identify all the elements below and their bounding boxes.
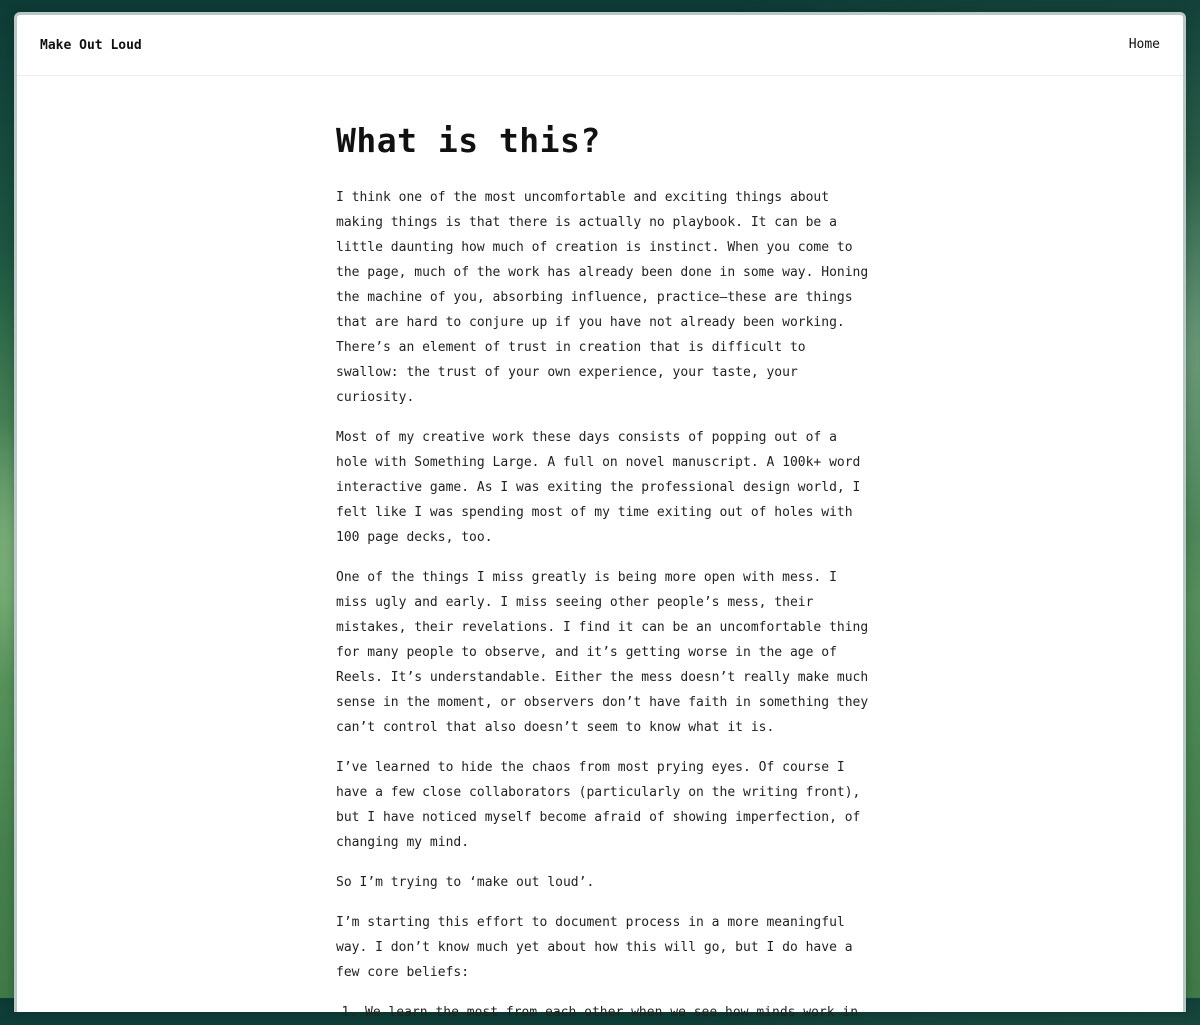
nav-home-link[interactable]: Home [1128,37,1160,52]
paragraph: I’ve learned to hide the chaos from most prying eyes. Of course I have a few close collaborators (particularly on the writing front), but I have noticed myself become afraid of showing imperfection, of changing my mind. [336,760,861,850]
beliefs-list [336,1000,876,1025]
paragraph: I think one of the most uncomfortable and exciting things about making things is that there is actually no playbook. It can be a little daunting how much of creation is instinct. When you come to the page, much of the work has already been done in some way. Honing the machine of you, absorbing influence, practice—these are things that are hard to conjure up if you have not already been working. There’s an element of trust in creation that is difficult to swallow: the trust of your own experience, your taste, your curiosity. [336,190,869,405]
article [336,119,876,1025]
paragraph: Most of my creative work these days consists of popping out of a hole with Something Large. A full on novel manuscript. A 100k+ word interactive game. As I was exiting the professional design world, I felt like I was spending most of my time exiting out of holes with 100 page decks, too. [336,430,861,545]
paragraph: I’m starting this effort to document process in a more meaningful way. I don’t know much yet about how this will go, but I do have a few core beliefs: [336,915,853,980]
site-title-link[interactable]: Make Out Loud [40,38,142,53]
list-item: 1. We learn the most from each other when we see how minds work in [365,1000,876,1025]
paragraph: So I’m trying to ‘make out loud’. [336,875,595,890]
site-header [17,15,1183,76]
page-title: What is this? [336,121,601,160]
browser-page [14,12,1186,1020]
paragraph: One of the things I miss greatly is being more open with mess. I miss ugly and early. I miss seeing other people’s mess, their mistakes, their revelations. I find it can be an uncomfortable thing for many people to observe, and it’s getting worse in the age of Reels. It’s understandable. Either the mess doesn’t really make much sense in the moment, or observers don’t have faith in something they can’t control that also doesn’t seem to know what it is. [336,570,869,735]
